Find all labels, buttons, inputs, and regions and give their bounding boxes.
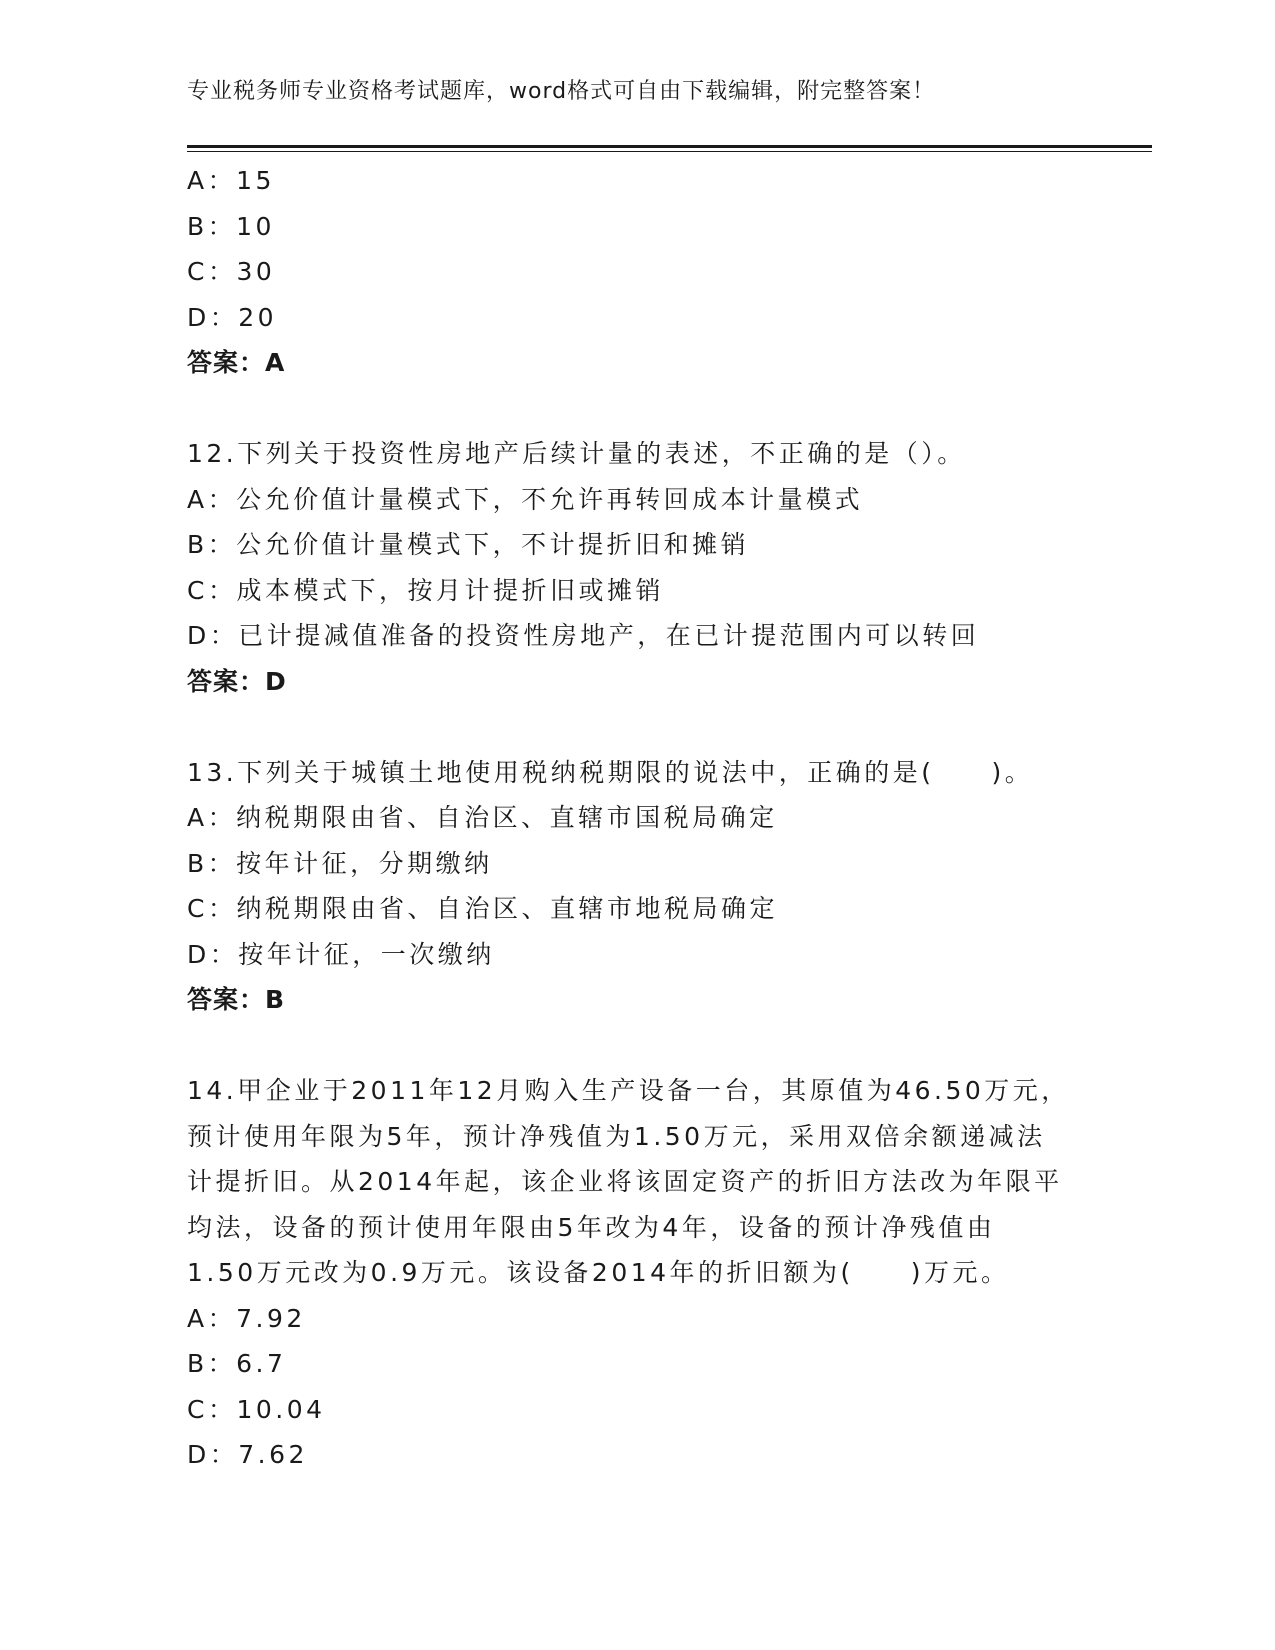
header-rule-thick [187, 145, 1152, 148]
header-rule-thin [187, 151, 1152, 152]
question-14-option-c: C：10.04 [187, 1394, 326, 1424]
spacer [187, 386, 1087, 432]
question-13-option-a: A：纳税期限由省、自治区、直辖市国税局确定 [187, 803, 778, 832]
spacer [187, 704, 1087, 750]
question-12-option-b: B：公允价值计量模式下，不计提折旧和摊销 [187, 530, 750, 559]
question-14-stem-line-5: 1.50万元改为0.9万元。该设备2014年的折旧额为( )万元。 [187, 1258, 1010, 1287]
question-13-option-c: C：纳税期限由省、自治区、直辖市地税局确定 [187, 894, 778, 923]
question-14-option-d: D：7.62 [187, 1440, 308, 1469]
question-14-option-a: A：7.92 [187, 1303, 306, 1333]
question-content [187, 158, 1087, 1478]
question-12-option-a: A：公允价值计量模式下，不允许再转回成本计量模式 [187, 484, 864, 514]
option-a: A：15 [187, 166, 275, 195]
question-13-option-b: B：按年计征，分期缴纳 [187, 848, 493, 878]
question-13-answer: 答案：B [187, 985, 286, 1014]
question-14-stem-line-4: 均法，设备的预计使用年限由5年改为4年，设备的预计净残值由 [187, 1212, 996, 1242]
page-header: 专业税务师专业资格考试题库，word格式可自由下载编辑，附完整答案！ [187, 79, 936, 104]
question-12-option-c: C：成本模式下，按月计提折旧或摊销 [187, 575, 664, 605]
answer: 答案：A [187, 348, 286, 377]
question-13-stem: 13.下列关于城镇土地使用税纳税期限的说法中，正确的是( )。 [187, 757, 1034, 787]
option-d: D：20 [187, 302, 278, 332]
spacer [187, 1023, 1087, 1069]
question-14-stem-line-3: 计提折旧。从2014年起，该企业将该固定资产的折旧方法改为年限平 [187, 1167, 1063, 1196]
question-14-option-b: B：6.7 [187, 1349, 287, 1378]
question-14-stem-line-1: 14.甲企业于2011年12月购入生产设备一台，其原值为46.50万元， [187, 1076, 1070, 1105]
question-13-option-d: D：按年计征，一次缴纳 [187, 939, 495, 969]
question-12-answer: 答案：D [187, 666, 287, 696]
question-12-option-d: D：已计提减值准备的投资性房地产，在已计提范围内可以转回 [187, 621, 980, 650]
question-12-stem: 12.下列关于投资性房地产后续计量的表述，不正确的是（）。 [187, 439, 966, 468]
option-b: B：10 [187, 211, 275, 241]
option-c: C：30 [187, 257, 276, 286]
question-14-stem-line-2: 预计使用年限为5年，预计净残值为1.50万元，采用双倍余额递减法 [187, 1121, 1046, 1151]
